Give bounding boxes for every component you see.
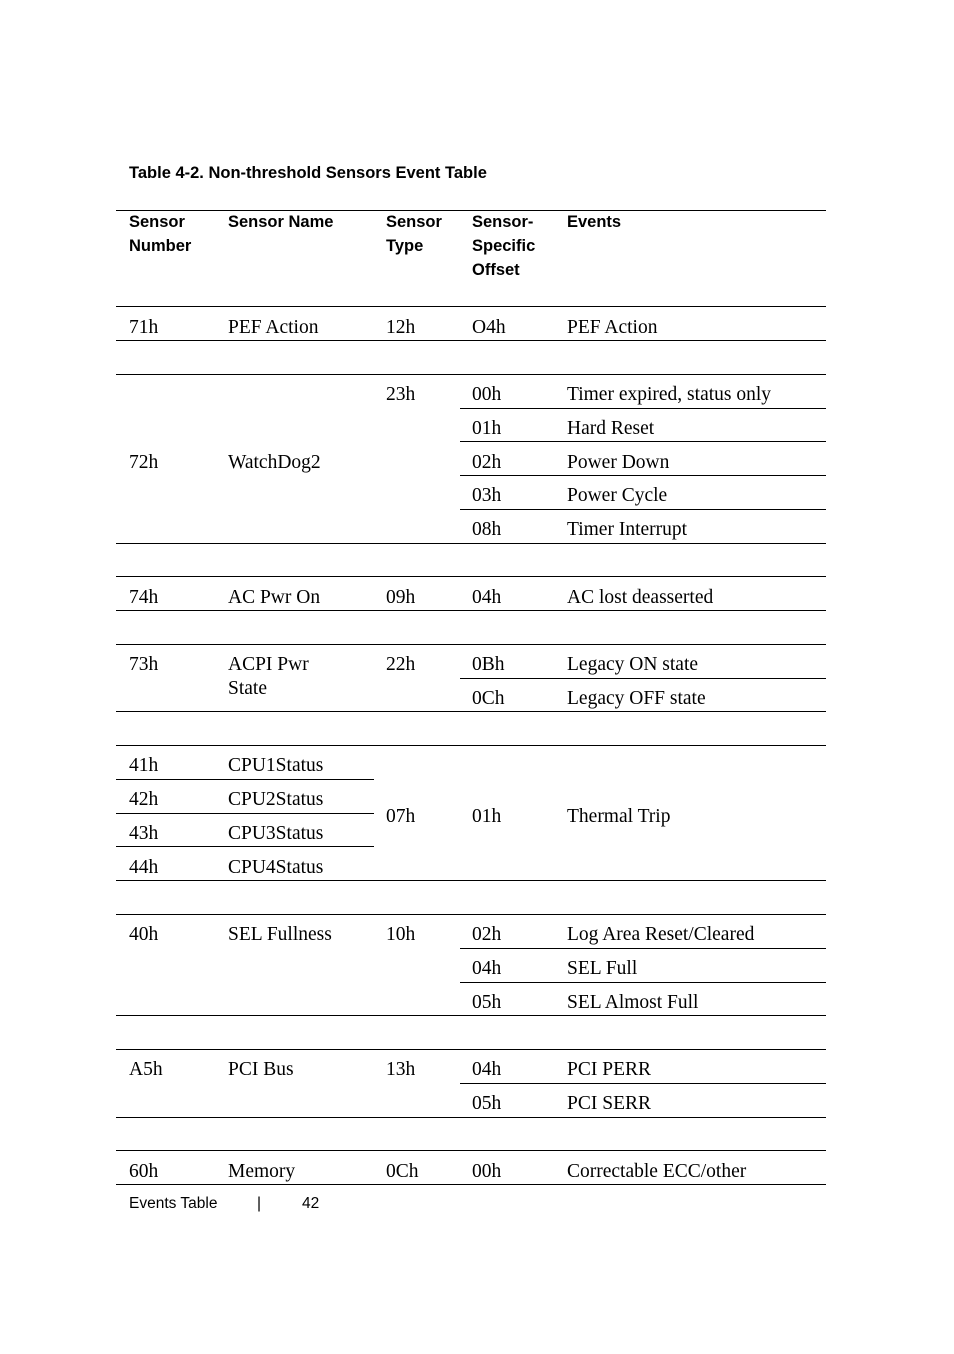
header-sensor-type: Sensor Type — [386, 213, 442, 255]
event-offset: 00h — [472, 1161, 502, 1182]
sensor-number: 72h — [129, 452, 159, 473]
row-rule — [460, 982, 826, 983]
sensor-name: WatchDog2 — [228, 452, 321, 473]
event-offset: 03h — [472, 485, 502, 506]
event-offset: 02h — [472, 452, 502, 473]
sensor-name: PCI Bus — [228, 1059, 294, 1080]
event-description: Legacy OFF state — [567, 688, 706, 709]
header-bottom-rule — [116, 306, 826, 307]
table-top-rule — [116, 210, 826, 211]
footer-section-title: Events Table — [129, 1195, 218, 1212]
row-rule — [116, 1184, 826, 1185]
sensor-name: CPU2Status — [228, 789, 324, 810]
event-description: SEL Full — [567, 958, 638, 979]
sensor-name: SEL Fullness — [228, 924, 332, 945]
row-rule — [460, 475, 826, 476]
event-offset: 04h — [472, 1059, 502, 1080]
footer-page-number: 42 — [302, 1195, 320, 1212]
sensor-number: 74h — [129, 587, 159, 608]
sensor-name: CPU3Status — [228, 823, 324, 844]
sensor-type: 13h — [386, 1059, 416, 1080]
sensor-name: ACPI Pwr State — [228, 654, 309, 699]
sensor-type: 10h — [386, 924, 416, 945]
event-offset: 05h — [472, 992, 502, 1013]
row-rule — [116, 846, 374, 847]
sensor-number: 43h — [129, 823, 159, 844]
sensor-type: 09h — [386, 587, 416, 608]
event-offset: 04h — [472, 958, 502, 979]
event-description: Log Area Reset/Cleared — [567, 924, 755, 945]
table-caption: Table 4-2. Non-threshold Sensors Event Table — [129, 164, 487, 182]
sensor-number: 60h — [129, 1161, 159, 1182]
event-description: PEF Action — [567, 317, 658, 338]
row-rule — [460, 408, 826, 409]
row-rule — [116, 610, 826, 611]
event-description: Thermal Trip — [567, 806, 671, 827]
event-description: Hard Reset — [567, 418, 655, 439]
sensor-number: A5h — [129, 1059, 163, 1080]
sensor-number: 71h — [129, 317, 159, 338]
row-rule — [116, 745, 826, 746]
header-events: Events — [567, 213, 622, 231]
row-rule — [116, 1049, 826, 1050]
header-sensor-number: Sensor Number — [129, 213, 192, 255]
row-rule — [460, 1083, 826, 1084]
event-offset: O4h — [472, 317, 506, 338]
event-offset: 0Bh — [472, 654, 505, 675]
sensor-name: CPU4Status — [228, 857, 324, 878]
row-rule — [116, 644, 826, 645]
event-description: PCI SERR — [567, 1093, 651, 1114]
event-description: Power Cycle — [567, 485, 668, 506]
sensor-number: 42h — [129, 789, 159, 810]
event-offset: 01h — [472, 806, 502, 827]
row-rule — [116, 914, 826, 915]
sensor-type: 23h — [386, 384, 416, 405]
sensor-type: 12h — [386, 317, 416, 338]
event-offset: 05h — [472, 1093, 502, 1114]
sensor-name: Memory — [228, 1161, 296, 1182]
row-rule — [116, 813, 374, 814]
sensor-type: 22h — [386, 654, 416, 675]
event-offset: 08h — [472, 519, 502, 540]
event-offset: 02h — [472, 924, 502, 945]
header-sensor-name: Sensor Name — [228, 213, 334, 231]
row-rule — [116, 711, 826, 712]
sensor-name: PEF Action — [228, 317, 319, 338]
header-offset: Sensor- Specific Offset — [472, 213, 536, 279]
event-description: Timer Interrupt — [567, 519, 688, 540]
event-description: Correctable ECC/other — [567, 1161, 747, 1182]
row-rule — [116, 779, 374, 780]
sensor-name: CPU1Status — [228, 755, 324, 776]
event-offset: 00h — [472, 384, 502, 405]
row-rule — [116, 576, 826, 577]
row-rule — [460, 441, 826, 442]
row-rule — [116, 1150, 826, 1151]
event-offset: 0Ch — [472, 688, 505, 709]
row-rule — [116, 374, 826, 375]
sensor-number: 41h — [129, 755, 159, 776]
event-description: AC lost deasserted — [567, 587, 714, 608]
sensor-number: 40h — [129, 924, 159, 945]
row-rule — [116, 543, 826, 544]
row-rule — [116, 340, 826, 341]
event-description: Power Down — [567, 452, 670, 473]
sensor-type: 07h — [386, 806, 416, 827]
row-rule — [116, 880, 826, 881]
event-offset: 04h — [472, 587, 502, 608]
event-description: Legacy ON state — [567, 654, 699, 675]
footer-separator: | — [257, 1195, 262, 1212]
event-description: Timer expired, status only — [567, 384, 772, 405]
row-rule — [116, 1015, 826, 1016]
sensor-type: 0Ch — [386, 1161, 419, 1182]
row-rule — [460, 948, 826, 949]
sensor-name: AC Pwr On — [228, 587, 321, 608]
row-rule — [116, 1117, 826, 1118]
sensor-number: 44h — [129, 857, 159, 878]
row-rule — [460, 678, 826, 679]
event-description: PCI PERR — [567, 1059, 651, 1080]
row-rule — [460, 509, 826, 510]
event-offset: 01h — [472, 418, 502, 439]
event-description: SEL Almost Full — [567, 992, 699, 1013]
sensor-number: 73h — [129, 654, 159, 675]
